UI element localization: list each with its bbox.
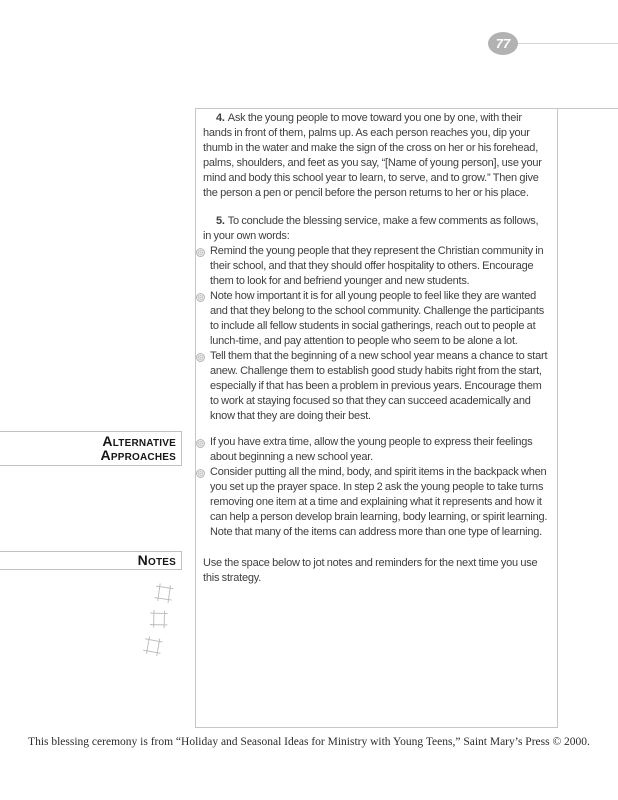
- doodle-square-icon: [140, 634, 166, 660]
- main-text-column: [203, 111, 548, 424]
- alternative-approaches-section: [203, 435, 548, 540]
- list-item: [196, 465, 548, 540]
- bullet-text: Remind the young people that they represent the Christian community in their school, and that they should offer hospitality to others. Encourage them to look for and befriend younger and new students.: [210, 245, 544, 287]
- flower-bullet-icon: [196, 438, 205, 447]
- source-attribution: This blessing ceremony is from “Holiday and Seasonal Ideas for Ministry with Young Teens,” Saint Mary’s Press © 2000.: [28, 736, 590, 748]
- flower-bullet-icon: [196, 468, 205, 477]
- heading-line: Notes: [137, 552, 176, 568]
- alternative-approaches-heading: [0, 431, 182, 466]
- list-item: [196, 349, 548, 424]
- list-item: [196, 244, 548, 289]
- step-5-text: To conclude the blessing service, make a few comments as follows, in your own words:: [203, 215, 539, 242]
- step-5-bullet-list: [203, 244, 548, 424]
- page-number: 77: [495, 36, 511, 51]
- step-4-number: 4.: [216, 112, 225, 124]
- step-4-paragraph: [203, 111, 548, 201]
- column-bottom-rule: [195, 727, 558, 728]
- bullet-text: Consider putting all the mind, body, and spirit items in the backpack when you set up the prayer space. In step 2 ask the young people to take turns removing one item at a time and explaining what it represents and how it can help a person develop brain learning, body learning, or spirit learning. Note that many of the items can address more than one type of learning.: [210, 466, 548, 538]
- page-number-badge: [488, 32, 518, 55]
- flower-bullet-icon: [196, 352, 205, 361]
- list-item: [196, 289, 548, 349]
- alternative-bullet-list: [203, 435, 548, 540]
- column-top-rule: [195, 108, 618, 109]
- doodle-square-icon: [147, 608, 170, 631]
- bullet-text: Note how important it is for all young people to feel like they are wanted and that they belong to the school community. Challenge the participants to include all fellow students in social gatherings, reach out to people at lunch-time, and pay attention to people who seem to be alone a lot.: [210, 290, 545, 347]
- bullet-text: If you have extra time, allow the young people to express their feelings about beginning a new school year.: [210, 436, 533, 463]
- notes-heading: [0, 551, 182, 570]
- step-5-paragraph: [203, 214, 548, 244]
- bullet-text: Tell them that the beginning of a new school year means a chance to start anew. Challenge them to establish good study habits right from the start, especially if that has been a problem in previous years. Encourage them to work at staying focused so that they can succeed academically and know that they are doing their best.: [210, 350, 548, 422]
- flower-bullet-icon: [196, 292, 205, 301]
- step-5-number: 5.: [216, 215, 225, 227]
- notes-section: [203, 556, 548, 586]
- list-item: [196, 435, 548, 465]
- flower-bullet-icon: [196, 247, 205, 256]
- doodle-square-icon: [151, 581, 176, 606]
- notes-instruction: Use the space below to jot notes and reminders for the next time you use this strategy.: [203, 557, 538, 584]
- header-rule: [510, 43, 618, 44]
- step-4-text: Ask the young people to move toward you one by one, with their hands in front of them, palms up. As each person reaches you, dip your thumb in the water and make the sign of the cross on her or his forehead, palms, shoulders, and feet as you say, “[Name of young person], use your mind and body this school year to learn, to serve, and to grow.” Then give the person a pen or pencil before the person returns to her or his place.: [203, 112, 542, 199]
- column-right-rule: [557, 108, 558, 728]
- heading-line: Approaches: [100, 447, 176, 463]
- heading-line: Alternative: [102, 433, 176, 449]
